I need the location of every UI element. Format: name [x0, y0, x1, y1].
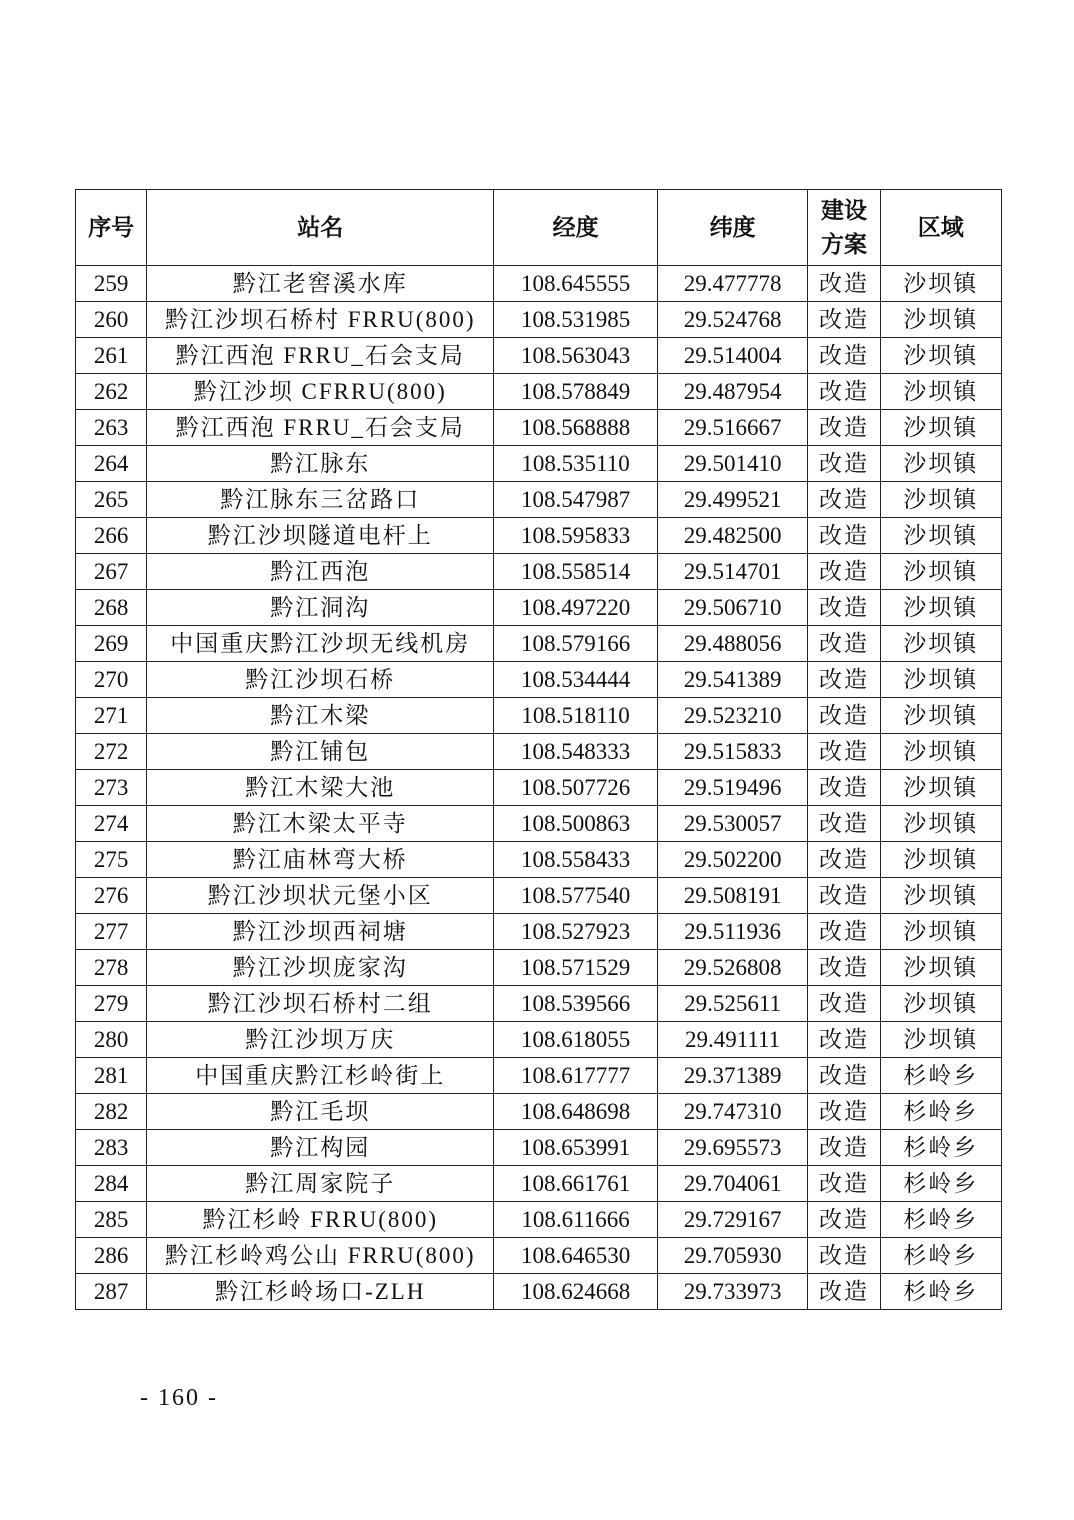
cell-area: 沙坝镇	[880, 374, 1001, 410]
cell-lat: 29.729167	[657, 1202, 807, 1238]
cell-lat: 29.705930	[657, 1238, 807, 1274]
cell-lat: 29.530057	[657, 806, 807, 842]
cell-lat: 29.477778	[657, 266, 807, 302]
table-row	[76, 374, 1002, 410]
cell-lat: 29.733973	[657, 1274, 807, 1310]
cell-seq: 275	[76, 842, 147, 878]
table-row	[76, 806, 1002, 842]
cell-name: 黔江洞沟	[147, 590, 494, 626]
cell-plan: 改造	[808, 1094, 880, 1130]
cell-area: 沙坝镇	[880, 662, 1001, 698]
cell-lng: 108.497220	[494, 590, 658, 626]
table-row	[76, 590, 1002, 626]
header-lat: 纬度	[657, 190, 807, 266]
cell-name: 黔江脉东	[147, 446, 494, 482]
cell-lat: 29.514701	[657, 554, 807, 590]
cell-lng: 108.548333	[494, 734, 658, 770]
station-table	[75, 189, 1002, 1310]
cell-plan: 改造	[808, 338, 880, 374]
cell-plan: 改造	[808, 374, 880, 410]
cell-area: 杉岭乡	[880, 1058, 1001, 1094]
cell-name: 中国重庆黔江杉岭街上	[147, 1058, 494, 1094]
cell-seq: 267	[76, 554, 147, 590]
cell-seq: 272	[76, 734, 147, 770]
cell-seq: 281	[76, 1058, 147, 1094]
cell-seq: 265	[76, 482, 147, 518]
cell-area: 杉岭乡	[880, 1094, 1001, 1130]
cell-lat: 29.482500	[657, 518, 807, 554]
cell-lat: 29.526808	[657, 950, 807, 986]
cell-name: 黔江沙坝庞家沟	[147, 950, 494, 986]
cell-lng: 108.595833	[494, 518, 658, 554]
cell-name: 黔江木梁太平寺	[147, 806, 494, 842]
cell-plan: 改造	[808, 698, 880, 734]
cell-lng: 108.527923	[494, 914, 658, 950]
cell-lng: 108.518110	[494, 698, 658, 734]
cell-plan: 改造	[808, 842, 880, 878]
cell-lng: 108.500863	[494, 806, 658, 842]
cell-plan: 改造	[808, 1166, 880, 1202]
cell-seq: 276	[76, 878, 147, 914]
cell-seq: 271	[76, 698, 147, 734]
table-row	[76, 554, 1002, 590]
cell-lat: 29.704061	[657, 1166, 807, 1202]
cell-name: 黔江西泡 FRRU_石会支局	[147, 410, 494, 446]
cell-lat: 29.514004	[657, 338, 807, 374]
cell-plan: 改造	[808, 410, 880, 446]
cell-lat: 29.524768	[657, 302, 807, 338]
cell-seq: 279	[76, 986, 147, 1022]
cell-plan: 改造	[808, 302, 880, 338]
cell-seq: 280	[76, 1022, 147, 1058]
cell-seq: 264	[76, 446, 147, 482]
cell-name: 黔江周家院子	[147, 1166, 494, 1202]
cell-plan: 改造	[808, 914, 880, 950]
cell-seq: 286	[76, 1238, 147, 1274]
cell-name: 黔江沙坝万庆	[147, 1022, 494, 1058]
cell-lat: 29.511936	[657, 914, 807, 950]
cell-name: 黔江杉岭鸡公山 FRRU(800)	[147, 1238, 494, 1274]
table-row	[76, 482, 1002, 518]
table-row	[76, 338, 1002, 374]
cell-seq: 284	[76, 1166, 147, 1202]
table-row	[76, 914, 1002, 950]
cell-lng: 108.535110	[494, 446, 658, 482]
cell-name: 黔江沙坝隧道电杆上	[147, 518, 494, 554]
cell-seq: 262	[76, 374, 147, 410]
cell-area: 沙坝镇	[880, 806, 1001, 842]
table-row	[76, 1238, 1002, 1274]
cell-lng: 108.617777	[494, 1058, 658, 1094]
table-row	[76, 734, 1002, 770]
cell-seq: 274	[76, 806, 147, 842]
cell-lng: 108.618055	[494, 1022, 658, 1058]
cell-lat: 29.541389	[657, 662, 807, 698]
cell-lat: 29.371389	[657, 1058, 807, 1094]
cell-plan: 改造	[808, 878, 880, 914]
header-seq: 序号	[76, 190, 147, 266]
cell-plan: 改造	[808, 590, 880, 626]
table-row	[76, 266, 1002, 302]
cell-seq: 277	[76, 914, 147, 950]
cell-seq: 282	[76, 1094, 147, 1130]
cell-seq: 269	[76, 626, 147, 662]
cell-lng: 108.645555	[494, 266, 658, 302]
cell-seq: 261	[76, 338, 147, 374]
cell-lat: 29.488056	[657, 626, 807, 662]
cell-name: 黔江西泡 FRRU_石会支局	[147, 338, 494, 374]
cell-area: 沙坝镇	[880, 482, 1001, 518]
cell-seq: 287	[76, 1274, 147, 1310]
page-number: - 160 -	[140, 1385, 218, 1411]
cell-name: 黔江木梁大池	[147, 770, 494, 806]
cell-area: 杉岭乡	[880, 1274, 1001, 1310]
cell-lat: 29.506710	[657, 590, 807, 626]
cell-lng: 108.558514	[494, 554, 658, 590]
cell-plan: 改造	[808, 986, 880, 1022]
cell-lng: 108.563043	[494, 338, 658, 374]
cell-area: 沙坝镇	[880, 914, 1001, 950]
header-plan-line1: 建设	[820, 197, 867, 223]
cell-area: 沙坝镇	[880, 446, 1001, 482]
cell-lat: 29.487954	[657, 374, 807, 410]
cell-area: 沙坝镇	[880, 950, 1001, 986]
table-row	[76, 518, 1002, 554]
cell-plan: 改造	[808, 626, 880, 662]
cell-lng: 108.507726	[494, 770, 658, 806]
cell-seq: 260	[76, 302, 147, 338]
table-row	[76, 302, 1002, 338]
cell-area: 沙坝镇	[880, 698, 1001, 734]
cell-lat: 29.525611	[657, 986, 807, 1022]
table-row	[76, 770, 1002, 806]
cell-plan: 改造	[808, 554, 880, 590]
cell-area: 沙坝镇	[880, 410, 1001, 446]
cell-plan: 改造	[808, 806, 880, 842]
cell-name: 黔江庙林弯大桥	[147, 842, 494, 878]
table-row	[76, 950, 1002, 986]
cell-area: 沙坝镇	[880, 518, 1001, 554]
cell-name: 黔江杉岭 FRRU(800)	[147, 1202, 494, 1238]
cell-lng: 108.578849	[494, 374, 658, 410]
cell-area: 杉岭乡	[880, 1130, 1001, 1166]
cell-seq: 273	[76, 770, 147, 806]
cell-name: 黔江脉东三岔路口	[147, 482, 494, 518]
cell-plan: 改造	[808, 446, 880, 482]
header-plan-line2: 方案	[820, 231, 867, 257]
cell-plan: 改造	[808, 482, 880, 518]
cell-lng: 108.534444	[494, 662, 658, 698]
cell-seq: 270	[76, 662, 147, 698]
cell-name: 黔江构园	[147, 1130, 494, 1166]
cell-lat: 29.516667	[657, 410, 807, 446]
cell-area: 沙坝镇	[880, 266, 1001, 302]
cell-lng: 108.624668	[494, 1274, 658, 1310]
cell-seq: 266	[76, 518, 147, 554]
cell-name: 黔江沙坝石桥	[147, 662, 494, 698]
cell-seq: 259	[76, 266, 147, 302]
cell-plan: 改造	[808, 518, 880, 554]
cell-lat: 29.499521	[657, 482, 807, 518]
cell-area: 杉岭乡	[880, 1202, 1001, 1238]
cell-name: 黔江老窖溪水库	[147, 266, 494, 302]
cell-lng: 108.558433	[494, 842, 658, 878]
table-header-row	[76, 190, 1002, 266]
cell-area: 沙坝镇	[880, 1022, 1001, 1058]
cell-area: 沙坝镇	[880, 590, 1001, 626]
table-body	[76, 266, 1002, 1310]
table-row	[76, 662, 1002, 698]
table-row	[76, 1166, 1002, 1202]
cell-seq: 285	[76, 1202, 147, 1238]
cell-seq: 263	[76, 410, 147, 446]
cell-plan: 改造	[808, 1202, 880, 1238]
cell-name: 黔江沙坝石桥村二组	[147, 986, 494, 1022]
cell-seq: 278	[76, 950, 147, 986]
cell-name: 黔江西泡	[147, 554, 494, 590]
cell-lng: 108.646530	[494, 1238, 658, 1274]
cell-lng: 108.539566	[494, 986, 658, 1022]
cell-lat: 29.501410	[657, 446, 807, 482]
cell-area: 沙坝镇	[880, 626, 1001, 662]
cell-area: 沙坝镇	[880, 878, 1001, 914]
cell-name: 中国重庆黔江沙坝无线机房	[147, 626, 494, 662]
table-row	[76, 1130, 1002, 1166]
cell-plan: 改造	[808, 1238, 880, 1274]
table-row	[76, 878, 1002, 914]
cell-plan: 改造	[808, 662, 880, 698]
cell-area: 杉岭乡	[880, 1166, 1001, 1202]
cell-lng: 108.661761	[494, 1166, 658, 1202]
cell-area: 沙坝镇	[880, 842, 1001, 878]
cell-lat: 29.515833	[657, 734, 807, 770]
cell-lat: 29.519496	[657, 770, 807, 806]
cell-name: 黔江毛坝	[147, 1094, 494, 1130]
cell-name: 黔江沙坝 CFRRU(800)	[147, 374, 494, 410]
cell-lng: 108.653991	[494, 1130, 658, 1166]
cell-area: 沙坝镇	[880, 734, 1001, 770]
cell-name: 黔江沙坝状元堡小区	[147, 878, 494, 914]
cell-area: 沙坝镇	[880, 986, 1001, 1022]
cell-area: 沙坝镇	[880, 770, 1001, 806]
cell-lat: 29.491111	[657, 1022, 807, 1058]
cell-lat: 29.523210	[657, 698, 807, 734]
cell-lng: 108.547987	[494, 482, 658, 518]
cell-area: 沙坝镇	[880, 302, 1001, 338]
header-lng: 经度	[494, 190, 658, 266]
header-plan	[808, 190, 880, 266]
cell-name: 黔江铺包	[147, 734, 494, 770]
cell-plan: 改造	[808, 1058, 880, 1094]
cell-lng: 108.577540	[494, 878, 658, 914]
table-row	[76, 698, 1002, 734]
cell-lng: 108.531985	[494, 302, 658, 338]
cell-seq: 283	[76, 1130, 147, 1166]
cell-lng: 108.579166	[494, 626, 658, 662]
cell-name: 黔江沙坝西祠塘	[147, 914, 494, 950]
cell-name: 黔江木梁	[147, 698, 494, 734]
header-name: 站名	[147, 190, 494, 266]
cell-lng: 108.568888	[494, 410, 658, 446]
cell-lat: 29.695573	[657, 1130, 807, 1166]
table-row	[76, 986, 1002, 1022]
cell-name: 黔江杉岭场口-ZLH	[147, 1274, 494, 1310]
cell-plan: 改造	[808, 1022, 880, 1058]
table-row	[76, 1202, 1002, 1238]
table-row	[76, 446, 1002, 482]
table-row	[76, 842, 1002, 878]
cell-seq: 268	[76, 590, 147, 626]
cell-area: 沙坝镇	[880, 338, 1001, 374]
cell-lng: 108.611666	[494, 1202, 658, 1238]
table-row	[76, 1022, 1002, 1058]
table-row	[76, 626, 1002, 662]
cell-lng: 108.648698	[494, 1094, 658, 1130]
cell-plan: 改造	[808, 266, 880, 302]
cell-area: 杉岭乡	[880, 1238, 1001, 1274]
cell-plan: 改造	[808, 1130, 880, 1166]
cell-name: 黔江沙坝石桥村 FRRU(800)	[147, 302, 494, 338]
header-area: 区域	[880, 190, 1001, 266]
cell-plan: 改造	[808, 950, 880, 986]
table-row	[76, 410, 1002, 446]
cell-plan: 改造	[808, 734, 880, 770]
cell-plan: 改造	[808, 770, 880, 806]
table-row	[76, 1274, 1002, 1310]
cell-lat: 29.747310	[657, 1094, 807, 1130]
cell-lat: 29.502200	[657, 842, 807, 878]
cell-plan: 改造	[808, 1274, 880, 1310]
table-row	[76, 1058, 1002, 1094]
cell-area: 沙坝镇	[880, 554, 1001, 590]
table-row	[76, 1094, 1002, 1130]
cell-lng: 108.571529	[494, 950, 658, 986]
cell-lat: 29.508191	[657, 878, 807, 914]
